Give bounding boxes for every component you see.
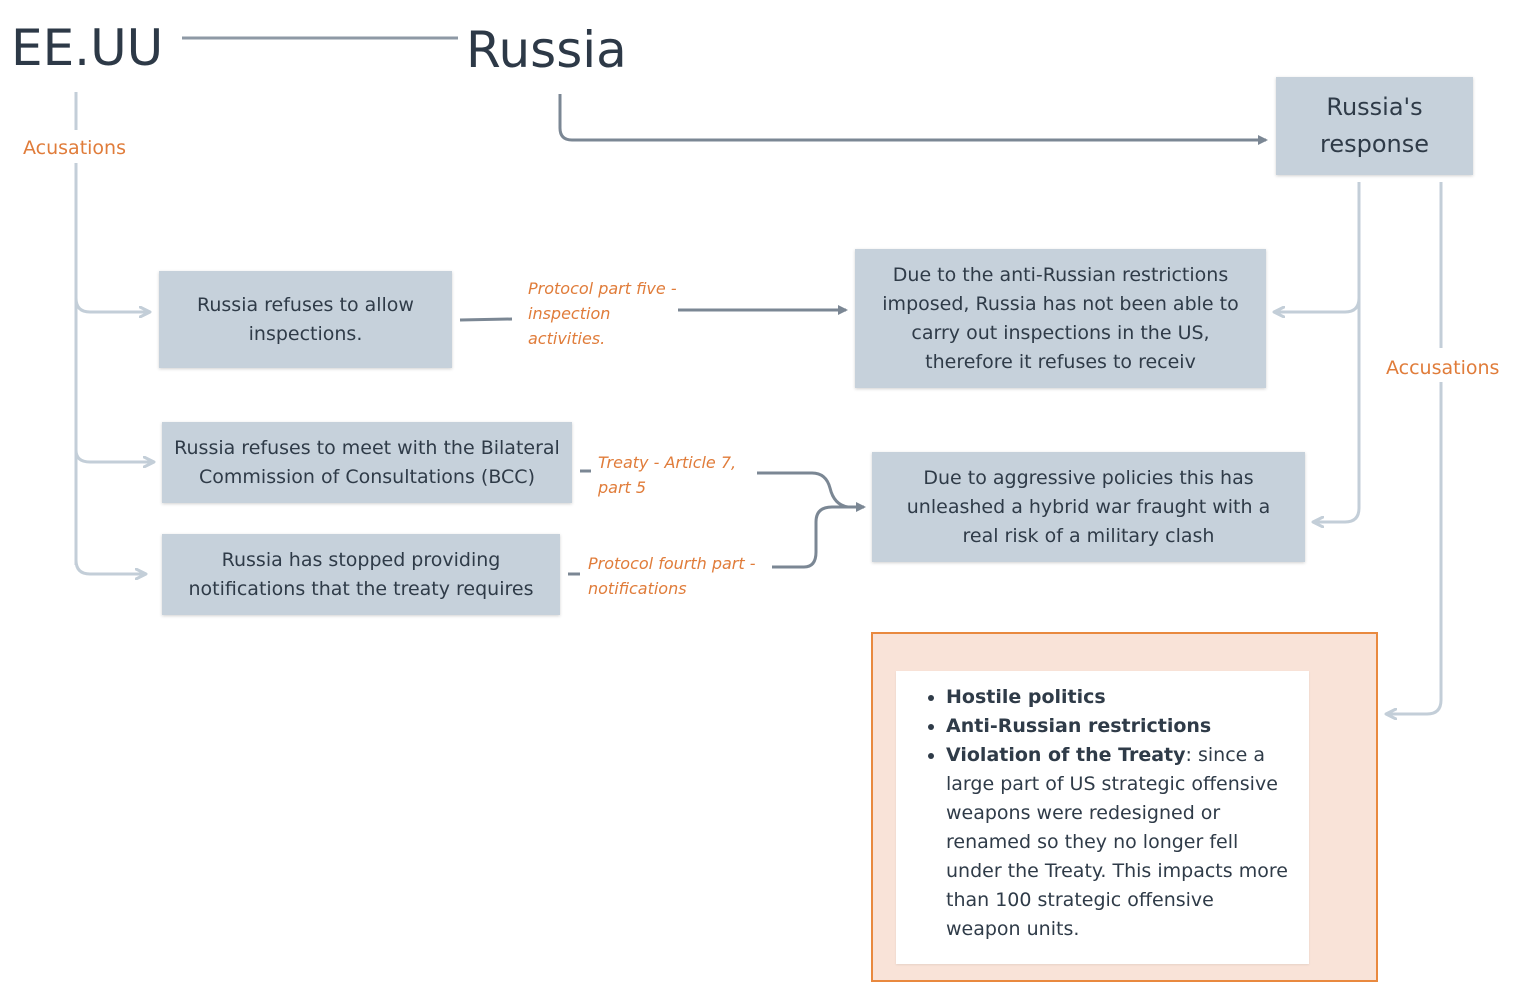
us-branch-3 <box>76 560 146 574</box>
list-item <box>946 741 1293 944</box>
list-item-detail: : since a large part of US strategic offensive weapons were redesigned or renamed so they no longer fell under the Treaty. This impacts more than 100 strategic offensive weapon units. <box>946 744 1288 940</box>
us-accusations-label: Acusations <box>23 137 126 159</box>
accusation-text: Russia refuses to allow inspections. <box>197 293 414 345</box>
row2-merge <box>757 473 848 507</box>
ru-accusations-trunk <box>1386 382 1441 714</box>
accusation-box-bcc <box>162 422 572 503</box>
list-item <box>946 712 1293 741</box>
russia-to-response-arrow <box>560 94 1266 140</box>
ru-accusations-label: Accusations <box>1386 357 1500 379</box>
list-item <box>946 683 1293 712</box>
response-text: Due to aggressive policies this has unleashed a hybrid war fraught with a real risk of a military clash <box>906 466 1271 547</box>
us-title: EE.UU <box>11 19 164 77</box>
us-branch-2 <box>76 450 154 462</box>
reference-treaty-article-7: Treaty - Article 7, part 5 <box>598 453 737 497</box>
response-branch-1 <box>1274 182 1359 312</box>
russia-accusations-list <box>896 671 1309 944</box>
response-box-inspections <box>855 249 1266 388</box>
accusation-box-notifications <box>162 534 560 615</box>
accusation-text: Russia has stopped providing notifications that the treaty requires <box>188 548 534 600</box>
us-branch-1 <box>76 298 150 312</box>
russia-accusations-card <box>896 671 1309 964</box>
list-item-bold: Anti-Russian restrictions <box>946 715 1212 737</box>
russia-response-label: Russia's response <box>1319 93 1429 158</box>
accusation-box-inspections <box>159 271 452 368</box>
accusation-text: Russia refuses to meet with the Bilateral Commission of Consultations (BCC) <box>174 436 560 488</box>
response-branch-2 <box>1313 298 1359 522</box>
list-item-bold: Violation of the Treaty <box>946 744 1186 766</box>
response-box-hybrid-war <box>872 452 1305 562</box>
reference-protocol-four: Protocol fourth part - notifications <box>588 554 756 598</box>
list-item-bold: Hostile politics <box>946 686 1106 708</box>
row3-merge <box>772 507 864 567</box>
reference-protocol-five: Protocol part five - inspection activities. <box>528 279 677 348</box>
response-text: Due to the anti-Russian restrictions imposed, Russia has not been able to carry out inspections in the US, therefore it refuses to receiv <box>882 263 1239 373</box>
russia-response-box <box>1276 77 1473 175</box>
russia-title: Russia <box>466 21 627 79</box>
row1-dash <box>460 319 512 320</box>
